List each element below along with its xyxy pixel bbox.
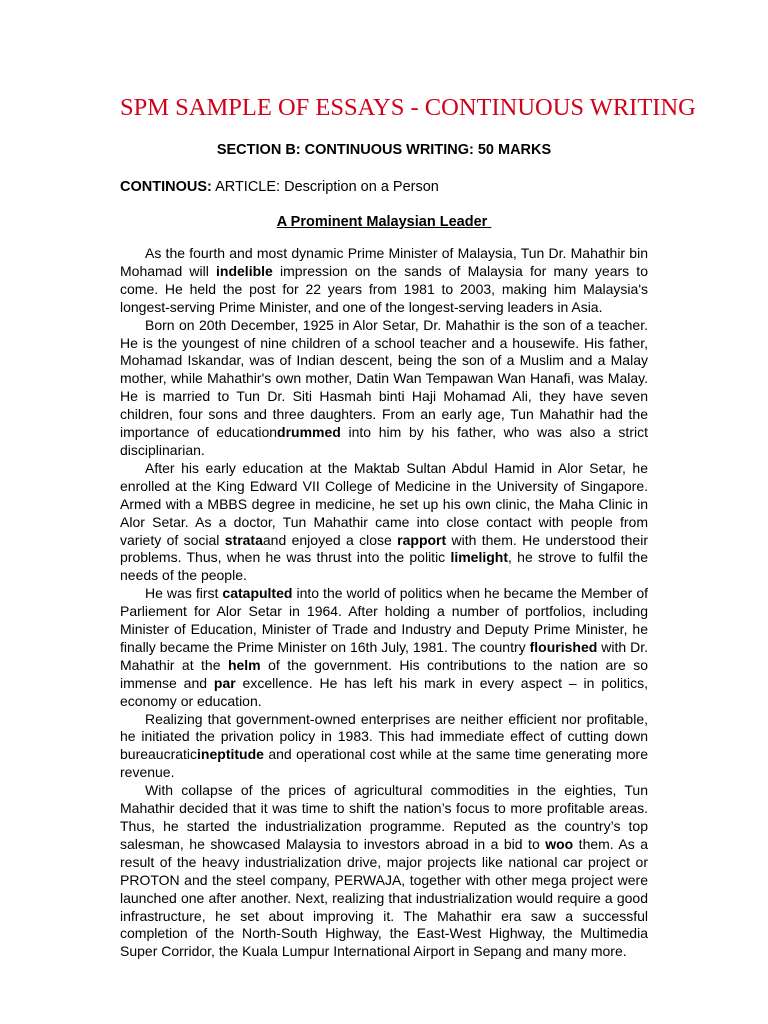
essay-paragraph: [120, 585, 648, 710]
paragraph-text: and operational cost while at the same time generating more revenue.: [120, 746, 648, 781]
paragraph-text: of the government. His contributions to the nation are so immense and: [120, 656, 648, 691]
essay-type-value: ARTICLE: Description on a Person: [211, 179, 439, 195]
paragraph-text: with Dr. Mahathir at the: [120, 638, 648, 673]
essay-body: [120, 245, 648, 961]
vocabulary-word: drummed: [277, 424, 341, 441]
paragraph-text: them. As a result of the heavy industrialization drive, major projects like national car project or PROTON and the steel company, PERWAJA, together with other mega project were launched one after another. Next, realizing that industrialization would require a good infrastructure, he set about improving it. The Mahathir era saw a successful completion of the North-South Highway, the East-West Highway, the Multimedia Super Corridor, the Kuala Lumpur International Airport in Sepang and many more.: [120, 835, 648, 960]
essay-paragraph: [120, 245, 648, 317]
section-heading: SECTION B: CONTINUOUS WRITING: 50 MARKS: [216, 142, 552, 158]
essay-paragraph: [120, 460, 648, 585]
paragraph-text: into him by his father, who was also a strict disciplinarian.: [120, 424, 648, 458]
vocabulary-word: strata: [224, 531, 263, 548]
vocabulary-word: woo: [545, 835, 574, 852]
essay-title: A Prominent Malaysian Leader: [276, 214, 492, 230]
essay-type-label: CONTINOUS:: [120, 179, 212, 195]
vocabulary-word: rapport: [397, 531, 447, 548]
essay-type-line: [120, 179, 439, 195]
paragraph-text: into the world of politics when he became the Member of Parliement for Alor Setar in 1964. After holding a number of portfolios, including Minister of Education, Minister of Trade and Industry and Deputy Prime Minister, he finally became the Prime Minister on 16th July, 1981. The country: [120, 585, 648, 655]
paragraph-text: , he strove to fulfil the needs of the people.: [120, 549, 648, 584]
document-title: SPM SAMPLE OF ESSAYS - CONTINUOUS WRITING: [120, 94, 696, 121]
paragraph-text: and enjoyed a close: [262, 531, 398, 548]
paragraph-text: After his early education at the Maktab Sultan Abdul Hamid in Alor Setar, he enrolled at the King Edward VII College of Medicine in the University of Singapore. Armed with a MBBS degree in medicine, he set up his own clinic, the Maha Clinic in Alor Setar. As a doctor, Tun Mahathir came into close contact with people from variety of social: [120, 459, 648, 548]
paragraph-text: With collapse of the prices of agricultural commodities in the eighties, Tun Mahathir decided that it was time to shift the nation’s focus to more profitable areas. Thus, he started the industrialization programme. Reputed as the country’s top salesman, he showcased Malaysia to investors abroad in a bid to: [120, 782, 648, 852]
vocabulary-word: indelible: [216, 262, 273, 279]
paragraph-text: He was first: [145, 585, 223, 602]
vocabulary-word: par: [213, 674, 236, 691]
essay-paragraph: [120, 317, 648, 460]
essay-paragraph: [120, 782, 648, 961]
essay-paragraph: [120, 711, 648, 783]
paragraph-text: As the fourth and most dynamic Prime Minister of Malaysia, Tun Dr. Mahathir bin Mohamad will: [120, 245, 648, 279]
vocabulary-word: limelight: [450, 549, 509, 566]
paragraph-text: with them. He understood their problems. Thus, when he was thrust into the politic: [120, 531, 648, 566]
paragraph-text: impression on the sands of Malaysia for many years to come. He held the post for 22 years from 1981 to 2003, making him Malaysia's longest-serving Prime Minister, and one of the longest-serving leaders in Asia.: [120, 262, 648, 315]
vocabulary-word: helm: [227, 656, 261, 673]
paragraph-text: Realizing that government-owned enterprises are neither efficient nor profitable, he initiated the privation policy in 1983. This had immediate effect of cutting down bureaucratic: [120, 710, 648, 763]
vocabulary-word: catapulted: [222, 585, 293, 602]
vocabulary-word: flourished: [529, 638, 598, 655]
vocabulary-word: ineptitude: [197, 746, 264, 763]
paragraph-text: excellence. He has left his mark in every aspect – in politics, economy or education.: [120, 674, 648, 709]
paragraph-text: Born on 20th December, 1925 in Alor Setar, Dr. Mahathir is the son of a teacher. He is the youngest of nine children of a school teacher and a housewife. His father, Mohamad Iskandar, was of Indian descent, being the son of a Muslim and a Malay mother, while Mahathir's own mother, Datin Wan Tempawan Wan Hanafi, was Malay. He is married to Tun Dr. Siti Hasmah binti Haji Mohamad Ali, they have seven children, four sons and three daughters. From an early age, Tun Mahathir had the importance of education: [120, 316, 648, 441]
